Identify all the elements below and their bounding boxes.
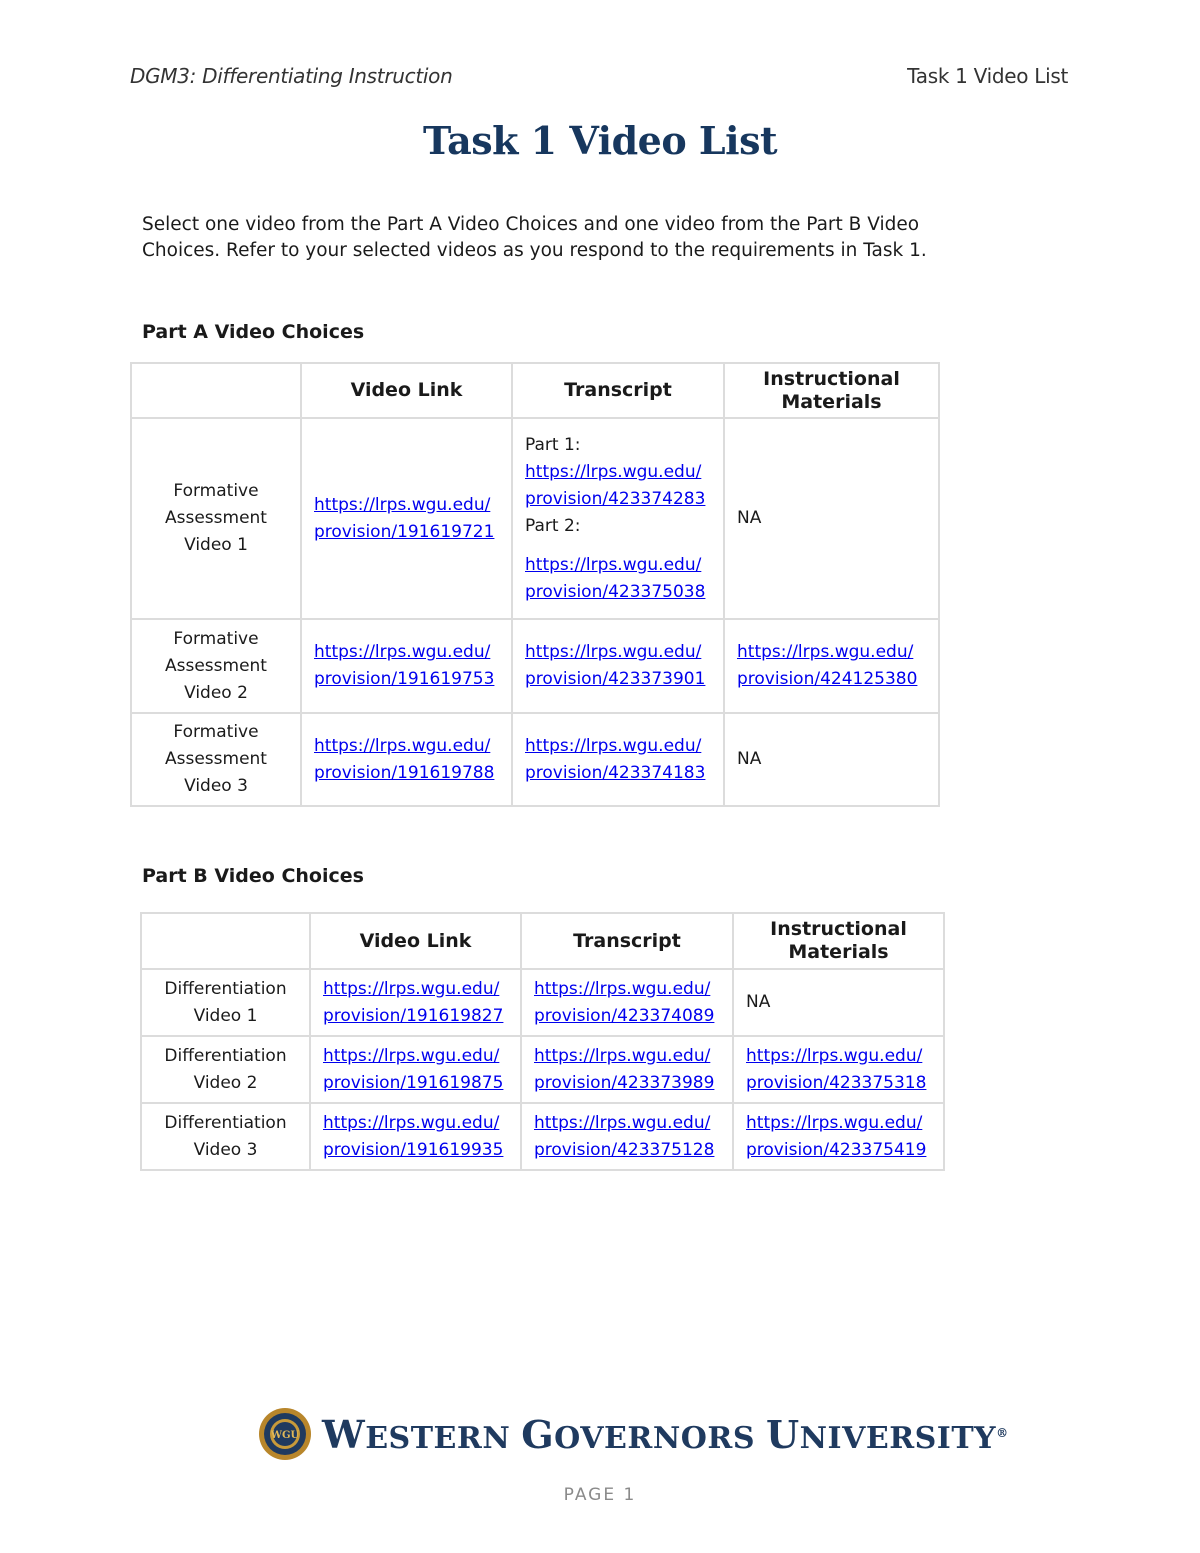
- wordmark-letter: U: [765, 1411, 800, 1457]
- header-video-link: Video Link: [301, 363, 512, 418]
- header-text: Instructional: [763, 367, 900, 390]
- materials-na: NA: [737, 749, 762, 769]
- row-label: [131, 619, 301, 713]
- table-row: [131, 713, 939, 806]
- transcript-cell: [521, 1103, 733, 1170]
- wordmark-letter: W: [322, 1411, 366, 1457]
- transcript-link[interactable]: https://lrps.wgu.edu/: [525, 554, 702, 575]
- row-label-line: Formative: [173, 722, 259, 742]
- table-row: [131, 418, 939, 619]
- transcript-cell: [521, 969, 733, 1036]
- transcript-cell: [512, 418, 724, 619]
- video-link[interactable]: provision/191619827: [323, 1005, 504, 1026]
- video-link-cell: [310, 1036, 521, 1103]
- row-label: [131, 418, 301, 619]
- transcript-cell: [512, 713, 724, 806]
- header-empty-cell: [131, 363, 301, 418]
- video-link[interactable]: provision/191619875: [323, 1072, 504, 1093]
- transcript-link[interactable]: provision/423374089: [534, 1005, 715, 1026]
- part-b-heading: Part B Video Choices: [142, 865, 364, 887]
- materials-link[interactable]: provision/423375318: [746, 1072, 927, 1093]
- video-link[interactable]: https://lrps.wgu.edu/: [323, 1112, 500, 1133]
- video-link-cell: [301, 619, 512, 713]
- row-label-line: Formative: [173, 628, 259, 649]
- header-instructional-materials: [724, 363, 939, 418]
- row-label-line: Video 3: [193, 1139, 258, 1160]
- wgu-seal-icon: [258, 1407, 312, 1461]
- trademark-symbol: ®: [996, 1425, 1009, 1440]
- materials-cell: [733, 1103, 944, 1170]
- header-transcript: Transcript: [512, 363, 724, 418]
- transcript-link[interactable]: provision/423373989: [534, 1072, 715, 1093]
- header-empty-cell: [141, 913, 310, 969]
- seal-text: WGU: [270, 1430, 300, 1441]
- transcript-link[interactable]: https://lrps.wgu.edu/: [534, 1112, 711, 1133]
- part-a-heading: Part A Video Choices: [142, 321, 365, 343]
- page-number: PAGE 1: [563, 1485, 637, 1505]
- materials-link[interactable]: provision/424125380: [737, 669, 918, 689]
- wgu-wordmark: [322, 1412, 1009, 1457]
- wordmark-text: OVERNORS: [554, 1420, 756, 1456]
- materials-cell: [724, 619, 939, 713]
- row-label-line: Video 1: [184, 535, 248, 555]
- row-label-line: Assessment: [165, 508, 267, 528]
- transcript-link[interactable]: https://lrps.wgu.edu/: [525, 642, 702, 662]
- video-link[interactable]: provision/191619935: [323, 1139, 504, 1160]
- header-video-link: Video Link: [310, 913, 521, 969]
- header-transcript: Transcript: [521, 913, 733, 969]
- table-row: [131, 619, 939, 713]
- video-link[interactable]: provision/191619788: [314, 762, 495, 783]
- row-label-line: Differentiation: [164, 978, 287, 999]
- row-label-line: Video 1: [193, 1005, 258, 1026]
- row-label-line: Video 3: [184, 776, 248, 796]
- materials-na: NA: [746, 992, 771, 1012]
- materials-cell: [724, 713, 939, 806]
- materials-cell: [733, 969, 944, 1036]
- materials-link[interactable]: https://lrps.wgu.edu/: [737, 642, 914, 662]
- wordmark-text: NIVERSITY: [799, 1420, 997, 1456]
- transcript-link[interactable]: provision/423375128: [534, 1139, 715, 1160]
- transcript-link[interactable]: provision/423375038: [525, 581, 706, 602]
- header-document-title: Task 1 Video List: [907, 64, 1068, 88]
- row-label-line: Video 2: [184, 682, 248, 703]
- row-label-line: Differentiation: [164, 1112, 287, 1133]
- header-text: Instructional: [770, 918, 907, 940]
- header-text: Materials: [788, 941, 889, 963]
- materials-link[interactable]: provision/423375419: [746, 1139, 927, 1160]
- materials-link[interactable]: https://lrps.wgu.edu/: [746, 1112, 923, 1133]
- row-label-line: Formative: [173, 481, 259, 501]
- header-instructional-materials: [733, 913, 944, 969]
- video-link-cell: [301, 418, 512, 619]
- row-label: [141, 969, 310, 1036]
- transcript-link[interactable]: provision/423373901: [525, 669, 706, 689]
- transcript-part-label: Part 2:: [525, 515, 581, 536]
- intro-line: Choices. Refer to your selected videos as you respond to the requirements in Task 1.: [142, 240, 927, 261]
- page-title: Task 1 Video List: [422, 118, 778, 163]
- video-link-cell: [310, 969, 521, 1036]
- video-link[interactable]: https://lrps.wgu.edu/: [314, 494, 491, 515]
- video-link-cell: [310, 1103, 521, 1170]
- row-label: [141, 1103, 310, 1170]
- transcript-link[interactable]: https://lrps.wgu.edu/: [534, 978, 711, 999]
- part-a-table: [130, 362, 940, 807]
- table-row: [141, 1103, 944, 1170]
- table-header-row: [131, 363, 939, 418]
- table-header-row: [141, 913, 944, 969]
- video-link[interactable]: https://lrps.wgu.edu/: [323, 978, 500, 999]
- transcript-link[interactable]: https://lrps.wgu.edu/: [525, 461, 702, 482]
- wgu-logo: [258, 1405, 1009, 1463]
- table-row: [141, 969, 944, 1036]
- row-label-line: Assessment: [165, 655, 267, 676]
- transcript-part-label: Part 1:: [525, 434, 581, 455]
- materials-cell: [733, 1036, 944, 1103]
- header-course-title: DGM3: Differentiating Instruction: [130, 64, 453, 88]
- transcript-link[interactable]: https://lrps.wgu.edu/: [525, 735, 702, 756]
- transcript-cell: [512, 619, 724, 713]
- wordmark-text: ESTERN: [365, 1420, 511, 1456]
- transcript-link[interactable]: provision/423374283: [525, 488, 706, 509]
- materials-link[interactable]: https://lrps.wgu.edu/: [746, 1045, 923, 1066]
- video-link[interactable]: https://lrps.wgu.edu/: [314, 642, 491, 662]
- spacer: [525, 540, 711, 552]
- materials-na: NA: [737, 508, 762, 528]
- intro-paragraph: [142, 212, 1042, 264]
- intro-line: Select one video from the Part A Video Choices and one video from the Part B Video: [142, 214, 920, 235]
- row-label: [141, 1036, 310, 1103]
- wordmark-letter: G: [521, 1411, 555, 1457]
- transcript-link[interactable]: provision/423374183: [525, 762, 706, 783]
- transcript-cell: [521, 1036, 733, 1103]
- part-b-table: [140, 912, 945, 1171]
- materials-cell: [724, 418, 939, 619]
- header-text: Materials: [781, 390, 882, 413]
- row-label-line: Assessment: [165, 749, 267, 769]
- row-label-line: Differentiation: [164, 1045, 287, 1066]
- table-row: [141, 1036, 944, 1103]
- transcript-link[interactable]: https://lrps.wgu.edu/: [534, 1045, 711, 1066]
- row-label: [131, 713, 301, 806]
- row-label-line: Video 2: [193, 1072, 258, 1093]
- video-link[interactable]: provision/191619721: [314, 521, 495, 542]
- video-link[interactable]: https://lrps.wgu.edu/: [323, 1045, 500, 1066]
- video-link[interactable]: provision/191619753: [314, 669, 495, 689]
- video-link[interactable]: https://lrps.wgu.edu/: [314, 735, 491, 756]
- video-link-cell: [301, 713, 512, 806]
